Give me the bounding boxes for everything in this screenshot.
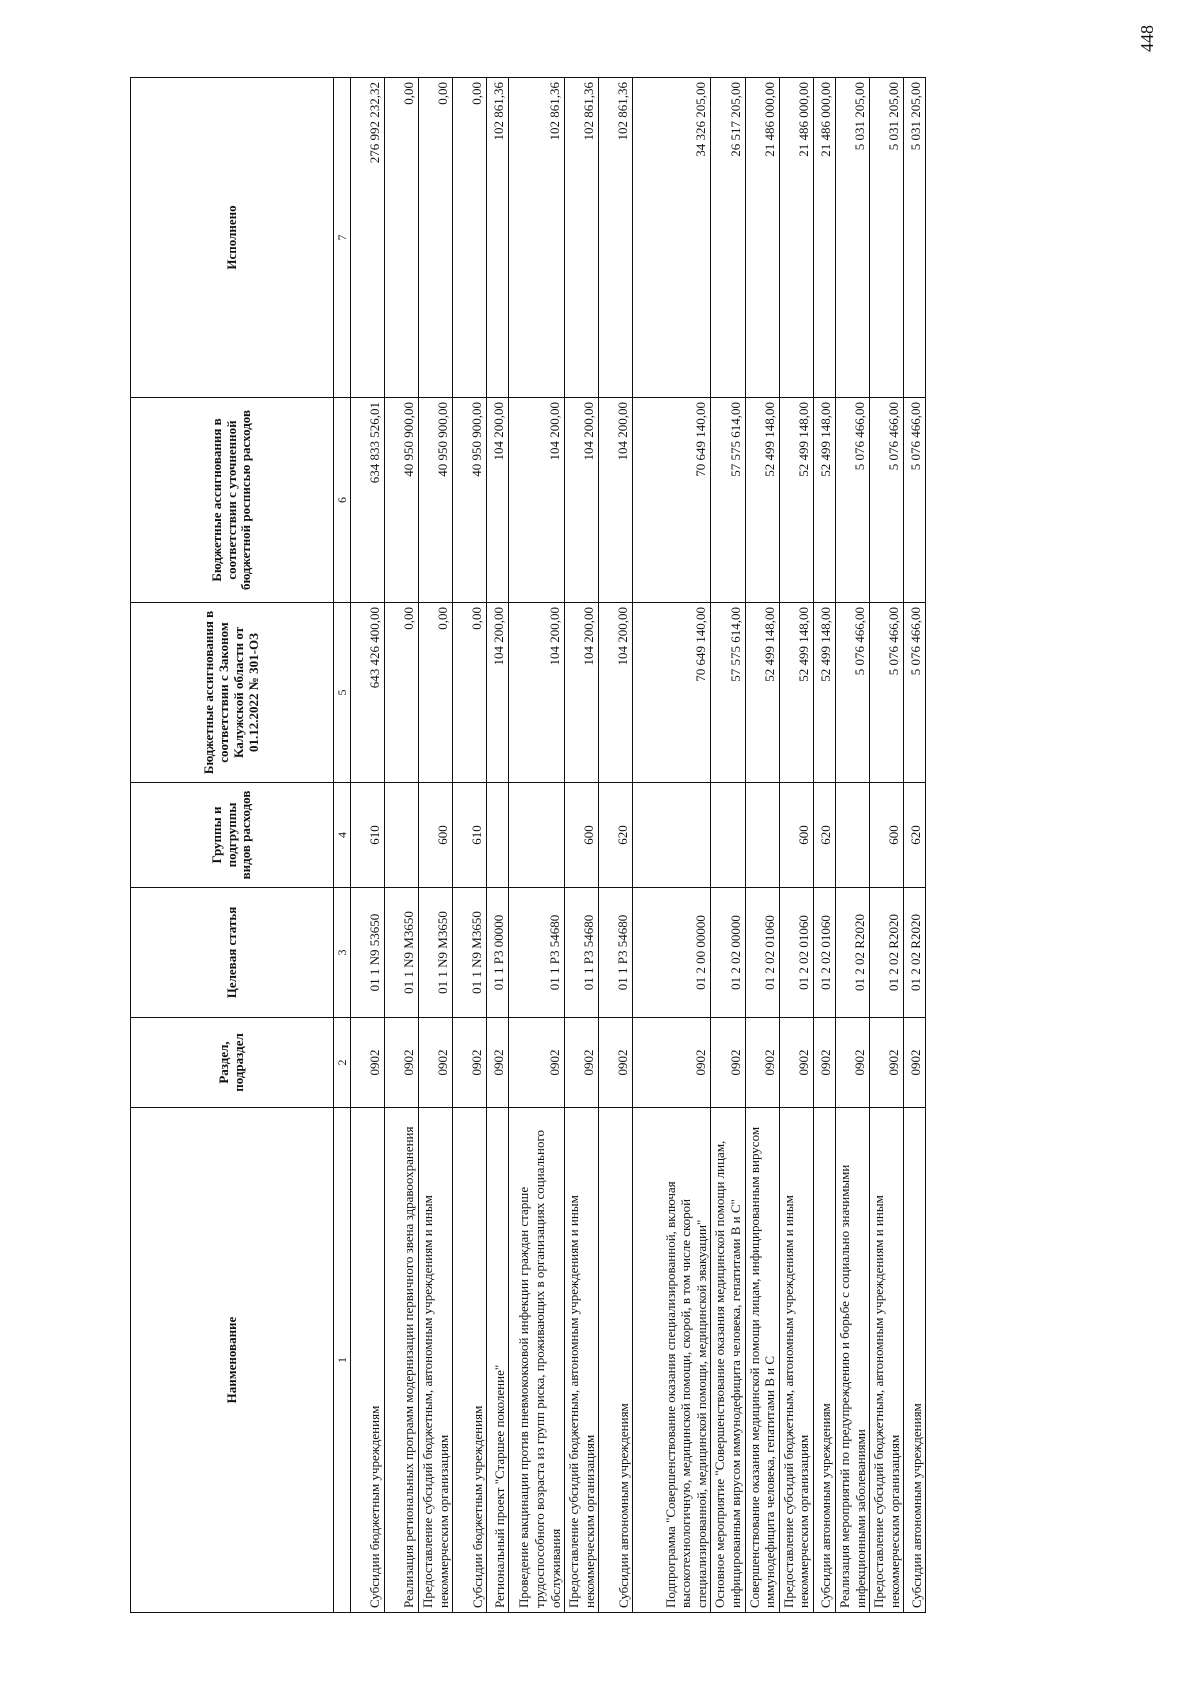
cell-name: Региональный проект "Старшее поколение" (487, 1108, 509, 1613)
table-row (487, 78, 509, 1613)
table-body (351, 78, 926, 1613)
table-row (351, 78, 385, 1613)
cell-section: 0902 (385, 1018, 419, 1108)
header-section: Раздел, подраздел (131, 1018, 334, 1108)
cell-law-amount: 52 499 148,00 (813, 603, 835, 783)
cell-section: 0902 (633, 1018, 711, 1108)
cell-target: 01 1 P3 00000 (487, 888, 509, 1018)
cell-roster-amount: 5 076 466,00 (870, 398, 904, 603)
cell-name: Реализация региональных программ модернизации первичного звена здравоохранения (385, 1108, 419, 1613)
cell-roster-amount: 104 200,00 (565, 398, 599, 603)
cell-executed-amount: 26 517 205,00 (711, 78, 745, 398)
cell-executed-amount: 5 031 205,00 (835, 78, 869, 398)
cell-section: 0902 (599, 1018, 633, 1108)
cell-group (633, 783, 711, 888)
header-group: Группы и подгруппы видов расходов (131, 783, 334, 888)
cell-name: Предоставление субсидий бюджетным, автономным учреждениям и иным некоммерческим организациям (419, 1108, 453, 1613)
cell-roster-amount: 104 200,00 (509, 398, 565, 603)
cell-name: Реализация мероприятий по предупреждению и борьбе с социально значимыми инфекционными заболеваниями (835, 1108, 869, 1613)
cell-name: Предоставление субсидий бюджетным, автономным учреждениям и иным некоммерческим организациям (779, 1108, 813, 1613)
table-row (599, 78, 633, 1613)
cell-section: 0902 (745, 1018, 779, 1108)
cell-law-amount: 52 499 148,00 (745, 603, 779, 783)
cell-law-amount: 643 426 400,00 (351, 603, 385, 783)
cell-name: Субсидии автономным учреждениям (813, 1108, 835, 1613)
cell-executed-amount: 5 031 205,00 (904, 78, 926, 398)
cell-section: 0902 (351, 1018, 385, 1108)
cell-name: Предоставление субсидий бюджетным, автономным учреждениям и иным некоммерческим организациям (565, 1108, 599, 1613)
cell-law-amount: 0,00 (453, 603, 487, 783)
cell-executed-amount: 102 861,36 (509, 78, 565, 398)
rotated-table-container (130, 78, 1111, 1613)
cell-name: Субсидии автономным учреждениям (599, 1108, 633, 1613)
cell-name: Совершенствование оказания медицинской помощи лицам, инфицированным вирусом иммунодефицита человека, гепатитами В и С (745, 1108, 779, 1613)
cell-law-amount: 5 076 466,00 (904, 603, 926, 783)
cell-law-amount: 57 575 614,00 (711, 603, 745, 783)
cell-group: 610 (453, 783, 487, 888)
cell-executed-amount: 0,00 (453, 78, 487, 398)
cell-group (711, 783, 745, 888)
cell-target: 01 2 02 R2020 (835, 888, 869, 1018)
cell-section: 0902 (487, 1018, 509, 1108)
cell-executed-amount: 102 861,36 (565, 78, 599, 398)
cell-group (487, 783, 509, 888)
column-number: 2 (334, 1018, 351, 1108)
cell-law-amount: 0,00 (419, 603, 453, 783)
table-row (453, 78, 487, 1613)
cell-law-amount: 0,00 (385, 603, 419, 783)
cell-name: Субсидии бюджетным учреждениям (351, 1108, 385, 1613)
cell-name: Проведение вакцинации против пневмококковой инфекции граждан старше трудоспособного возраста из групп риска, проживающих в организациях социального обслуживания (509, 1108, 565, 1613)
cell-roster-amount: 52 499 148,00 (779, 398, 813, 603)
cell-target: 01 2 02 00000 (711, 888, 745, 1018)
cell-roster-amount: 40 950 900,00 (453, 398, 487, 603)
cell-section: 0902 (813, 1018, 835, 1108)
cell-roster-amount: 40 950 900,00 (385, 398, 419, 603)
column-number-row (334, 78, 351, 1613)
cell-group (385, 783, 419, 888)
header-law: Бюджетные ассигнования в соответствии с Законом Калужской области от 01.12.2022 № 301-ОЗ (131, 603, 334, 783)
column-number: 5 (334, 603, 351, 783)
cell-group: 610 (351, 783, 385, 888)
header-row (131, 78, 334, 1613)
cell-name: Субсидии автономным учреждениям (904, 1108, 926, 1613)
table-row (745, 78, 779, 1613)
column-number: 6 (334, 398, 351, 603)
cell-target: 01 2 02 R2020 (870, 888, 904, 1018)
budget-table (130, 77, 926, 1613)
cell-name: Субсидии бюджетным учреждениям (453, 1108, 487, 1613)
cell-target: 01 1 P3 54680 (509, 888, 565, 1018)
column-number: 3 (334, 888, 351, 1018)
cell-target: 01 1 N9 M3650 (419, 888, 453, 1018)
table-row (779, 78, 813, 1613)
cell-section: 0902 (779, 1018, 813, 1108)
cell-roster-amount: 70 649 140,00 (633, 398, 711, 603)
cell-group (745, 783, 779, 888)
cell-target: 01 1 N9 53650 (351, 888, 385, 1018)
column-number: 1 (334, 1108, 351, 1613)
cell-target: 01 2 02 01060 (813, 888, 835, 1018)
table-row (813, 78, 835, 1613)
header-name: Наименование (131, 1108, 334, 1613)
table-row (904, 78, 926, 1613)
cell-target: 01 1 N9 M3650 (453, 888, 487, 1018)
cell-executed-amount: 0,00 (385, 78, 419, 398)
table-row (565, 78, 599, 1613)
cell-law-amount: 70 649 140,00 (633, 603, 711, 783)
cell-roster-amount: 5 076 466,00 (904, 398, 926, 603)
cell-roster-amount: 5 076 466,00 (835, 398, 869, 603)
cell-roster-amount: 104 200,00 (487, 398, 509, 603)
cell-section: 0902 (904, 1018, 926, 1108)
cell-target: 01 1 N9 M3650 (385, 888, 419, 1018)
cell-executed-amount: 5 031 205,00 (870, 78, 904, 398)
cell-executed-amount: 276 992 232,32 (351, 78, 385, 398)
cell-section: 0902 (565, 1018, 599, 1108)
cell-name: Основное мероприятие "Совершенствование оказания медицинской помощи лицам, инфицированным вирусом иммунодефицита человека, гепатитами В и С" (711, 1108, 745, 1613)
cell-law-amount: 104 200,00 (509, 603, 565, 783)
cell-executed-amount: 102 861,36 (487, 78, 509, 398)
cell-executed-amount: 34 326 205,00 (633, 78, 711, 398)
header-executed: Исполнено (131, 78, 334, 398)
cell-law-amount: 104 200,00 (565, 603, 599, 783)
cell-executed-amount: 21 486 000,00 (779, 78, 813, 398)
cell-group: 620 (599, 783, 633, 888)
header-roster: Бюджетные ассигнования в соответствии с уточненной бюджетной росписью расходов (131, 398, 334, 603)
cell-section: 0902 (419, 1018, 453, 1108)
cell-target: 01 2 02 01060 (745, 888, 779, 1018)
cell-target: 01 2 02 01060 (779, 888, 813, 1018)
cell-executed-amount: 21 486 000,00 (813, 78, 835, 398)
cell-group: 620 (904, 783, 926, 888)
cell-name: Подпрограмма "Совершенствование оказания специализированной, включая высокотехнологичную, медицинской помощи, скорой, в том числе скорой специализированной, медицинской помощи, медицинской эвакуации" (633, 1108, 711, 1613)
table-row (419, 78, 453, 1613)
cell-group: 600 (870, 783, 904, 888)
cell-roster-amount: 634 833 526,01 (351, 398, 385, 603)
cell-roster-amount: 104 200,00 (599, 398, 633, 603)
cell-section: 0902 (453, 1018, 487, 1108)
cell-group: 620 (813, 783, 835, 888)
cell-target: 01 2 00 00000 (633, 888, 711, 1018)
table-row (711, 78, 745, 1613)
cell-roster-amount: 52 499 148,00 (745, 398, 779, 603)
cell-executed-amount: 102 861,36 (599, 78, 633, 398)
column-number: 4 (334, 783, 351, 888)
cell-law-amount: 104 200,00 (487, 603, 509, 783)
cell-group: 600 (419, 783, 453, 888)
table-row (509, 78, 565, 1613)
cell-section: 0902 (509, 1018, 565, 1108)
table-row (835, 78, 869, 1613)
cell-name: Предоставление субсидий бюджетным, автономным учреждениям и иным некоммерческим организациям (870, 1108, 904, 1613)
cell-target: 01 2 02 R2020 (904, 888, 926, 1018)
cell-group (509, 783, 565, 888)
column-number: 7 (334, 78, 351, 398)
table-row (633, 78, 711, 1613)
cell-group (835, 783, 869, 888)
cell-section: 0902 (711, 1018, 745, 1108)
header-target: Целевая статья (131, 888, 334, 1018)
cell-roster-amount: 40 950 900,00 (419, 398, 453, 603)
cell-roster-amount: 57 575 614,00 (711, 398, 745, 603)
table-row (870, 78, 904, 1613)
cell-target: 01 1 P3 54680 (565, 888, 599, 1018)
cell-section: 0902 (870, 1018, 904, 1108)
table-row (385, 78, 419, 1613)
cell-roster-amount: 52 499 148,00 (813, 398, 835, 603)
cell-executed-amount: 0,00 (419, 78, 453, 398)
cell-law-amount: 104 200,00 (599, 603, 633, 783)
cell-group: 600 (779, 783, 813, 888)
cell-section: 0902 (835, 1018, 869, 1108)
cell-law-amount: 5 076 466,00 (835, 603, 869, 783)
cell-executed-amount: 21 486 000,00 (745, 78, 779, 398)
page-number: 448 (1137, 25, 1157, 52)
cell-group: 600 (565, 783, 599, 888)
cell-law-amount: 52 499 148,00 (779, 603, 813, 783)
cell-target: 01 1 P3 54680 (599, 888, 633, 1018)
cell-law-amount: 5 076 466,00 (870, 603, 904, 783)
